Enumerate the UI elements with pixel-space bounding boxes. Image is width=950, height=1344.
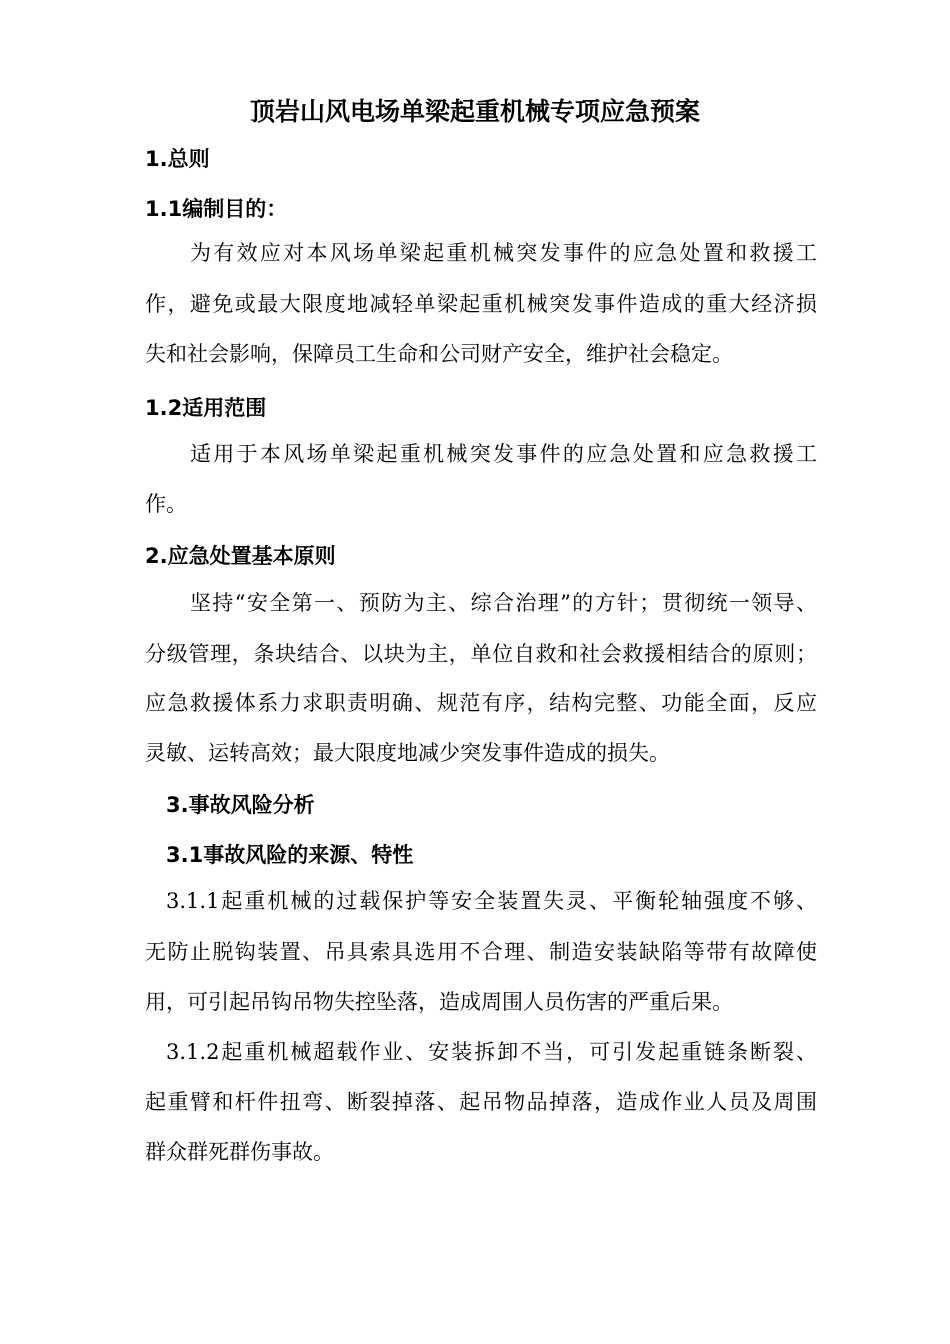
section-heading-risk-source: 3.1事故风险的来源、特性 (166, 843, 414, 867)
paragraph-line: 作。 (145, 492, 187, 516)
paragraph-line: 失和社会影响，保障员工生命和公司财产安全，维护社会稳定。 (145, 342, 733, 366)
section-heading-scope: 1.2适用范围 (145, 396, 267, 420)
section-heading-principles: 2.应急处置基本原则 (145, 544, 336, 568)
paragraph-line: 无防止脱钩装置、吊具索具选用不合理、制造安装缺陷等带有故障使 (145, 940, 817, 964)
paragraph-line: 为有效应对本风场单梁起重机械突发事件的应急处置和救援工 (190, 241, 817, 265)
paragraph-line: 坚持“安全第一、预防为主、综合治理”的方针；贯彻统一领导、 (190, 591, 817, 615)
paragraph-line: 作，避免或最大限度地减轻单梁起重机械突发事件造成的重大经济损 (145, 292, 817, 316)
paragraph-line: 应急救援体系力求职责明确、规范有序，结构完整、功能全面，反应 (145, 691, 817, 715)
paragraph-line: 起重臂和杆件扭弯、断裂掉落、起吊物品掉落，造成作业人员及周围 (145, 1090, 817, 1114)
section-heading-risk-analysis: 3.事故风险分析 (166, 793, 315, 817)
section-heading-general: 1.总则 (145, 147, 210, 171)
paragraph-line: 3.1.2起重机械超载作业、安装拆卸不当，可引发起重链条断裂、 (166, 1040, 817, 1064)
section-heading-purpose: 1.1编制目的： (145, 197, 288, 221)
paragraph-line: 适用于本风场单梁起重机械突发事件的应急处置和应急救援工 (190, 442, 817, 466)
paragraph-line: 灵敏、运转高效；最大限度地减少突发事件造成的损失。 (145, 741, 670, 765)
document-title: 顶岩山风电场单梁起重机械专项应急预案 (249, 97, 700, 126)
paragraph-line: 用，可引起吊钩吊物失控坠落，造成周围人员伤害的严重后果。 (145, 990, 733, 1014)
paragraph-line: 群众群死群伤事故。 (145, 1140, 334, 1164)
paragraph-line: 3.1.1起重机械的过载保护等安全装置失灵、平衡轮轴强度不够、 (166, 889, 817, 913)
paragraph-line: 分级管理，条块结合、以块为主，单位自救和社会救援相结合的原则； (145, 642, 817, 666)
